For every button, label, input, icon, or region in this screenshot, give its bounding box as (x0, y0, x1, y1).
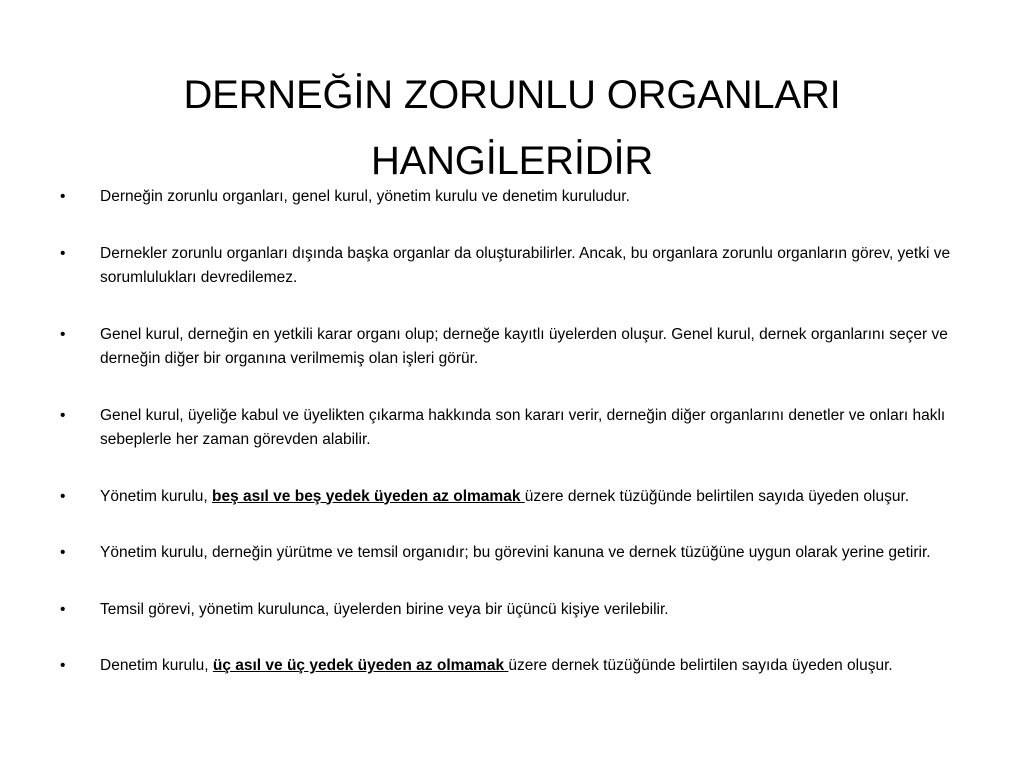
bullet-text: Denetim kurulu, (100, 657, 213, 674)
bullet-item-2 (60, 242, 970, 291)
bullet-list (60, 185, 970, 679)
bullet-text: Genel kurul, derneğin en yetkili karar organı olup; derneğe kayıtlı üyelerden oluşur. Genel kurul, dernek organlarını seçer ve derneğin diğer bir organına verilmemiş olan işleri görür. (100, 325, 948, 367)
bullet-item-1 (60, 185, 970, 210)
bullet-icon: • (60, 544, 66, 561)
bullet-icon: • (60, 325, 66, 343)
bullet-icon: • (60, 600, 66, 618)
bullet-item-8 (60, 654, 970, 679)
bullet-icon: • (60, 406, 66, 424)
bullet-icon: • (60, 657, 66, 674)
bullet-text: Dernekler zorunlu organları dışında başka organlar da oluşturabilirler. Ancak, bu organlara zorunlu organların görev, yetki ve sorumlulukları devredilemez. (100, 244, 951, 286)
bullet-item-4 (60, 404, 970, 453)
bullet-text: Temsil görevi, yönetim kurulunca, üyelerden birine veya bir üçüncü kişiye verilebilir. (100, 600, 669, 618)
bullet-item-7 (60, 598, 970, 623)
bullet-icon: • (60, 244, 66, 262)
bullet-text: Derneğin zorunlu organları, genel kurul, yönetim kurulu ve denetim kuruludur. (100, 188, 630, 205)
bullet-icon: • (60, 487, 66, 505)
bullet-text-after: üzere dernek tüzüğünde belirtilen sayıda üyeden oluşur. (508, 657, 893, 674)
bullet-text: Yönetim kurulu, derneğin yürütme ve temsil organıdır; bu görevini kanuna ve dernek tüzüğüne uygun olarak yerine getirir. (100, 544, 931, 561)
bullet-text-after: üzere dernek tüzüğünde belirtilen sayıda üyeden oluşur. (524, 487, 910, 505)
bullet-item-6 (60, 541, 970, 566)
bullet-item-3 (60, 323, 970, 372)
bullet-text: Yönetim kurulu, (100, 487, 212, 505)
bullet-emphasis: beş asıl ve beş yedek üyeden az olmamak (212, 487, 525, 505)
bullet-emphasis: üç asıl ve üç yedek üyeden az olmamak (212, 657, 509, 674)
bullet-text: Genel kurul, üyeliğe kabul ve üyelikten çıkarma hakkında son kararı verir, derneğin diğer organlarını denetler ve onları haklı sebeplerle her zaman görevden alabilir. (100, 406, 946, 448)
slide-title: DERNEĞİN ZORUNLU ORGANLARI HANGİLERİDİR (183, 73, 841, 183)
bullet-item-5 (60, 485, 970, 510)
bullet-icon: • (60, 188, 66, 205)
